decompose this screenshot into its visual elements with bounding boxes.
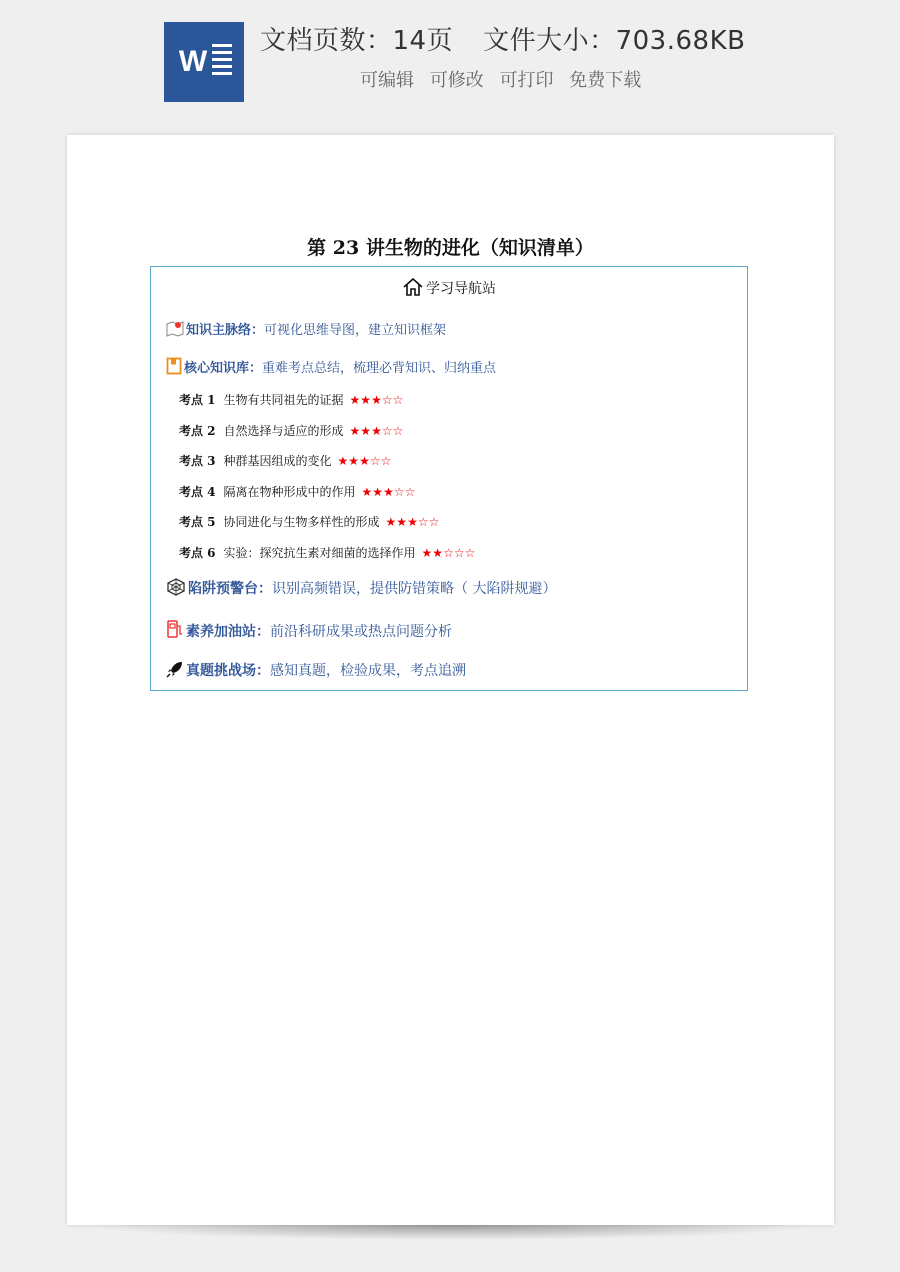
page-count: 文档页数：14页: [260, 26, 454, 56]
section-boost: [166, 619, 452, 641]
home-icon: [402, 277, 424, 297]
section-label: 陷阱预警台：: [188, 581, 272, 597]
nav-title: 学习导航站: [426, 281, 496, 297]
feature-item: 可修改: [429, 70, 484, 91]
key-point-5: 考点 5 协同进化与生物多样性的形成 ★★★☆☆: [179, 515, 440, 529]
section-label: 真题挑战场：: [186, 663, 270, 679]
map-pin-icon: [166, 319, 184, 337]
section-trap: [166, 578, 556, 598]
section-label: 素养加油站：: [186, 624, 270, 640]
difficulty-stars: ★★★☆☆: [349, 393, 404, 407]
section-desc: 前沿科研成果或热点问题分析: [270, 624, 452, 640]
document-page: [67, 135, 834, 1225]
section-label: 知识主脉络：: [186, 323, 265, 338]
section-mindmap: [166, 319, 446, 338]
header: [0, 0, 900, 120]
section-desc: 重难考点总结，梳理必背知识、归纳重点: [262, 361, 497, 376]
word-document-icon: W: [164, 22, 244, 102]
difficulty-stars: ★★☆☆☆: [421, 546, 476, 560]
feature-item: 可打印: [499, 70, 554, 91]
difficulty-stars: ★★★☆☆: [385, 515, 440, 529]
difficulty-stars: ★★★☆☆: [349, 424, 404, 438]
file-info: [260, 20, 775, 57]
book-icon: [166, 357, 182, 375]
difficulty-stars: ★★★☆☆: [337, 454, 392, 468]
section-exam: [166, 660, 466, 680]
section-desc: 感知真题，检验成果，考点追溯: [270, 663, 466, 679]
section-desc: 识别高频错误，提供防错策略（ 大陷阱规避）: [272, 581, 557, 597]
section-desc: 可视化思维导图，建立知识框架: [264, 323, 447, 338]
feature-item: 免费下载: [569, 70, 642, 91]
key-point-4: 考点 4 隔离在物种形成中的作用 ★★★☆☆: [179, 485, 416, 499]
fuel-pump-icon: [166, 619, 184, 639]
key-point-3: 考点 3 种群基因组成的变化 ★★★☆☆: [179, 454, 392, 468]
key-point-1: 考点 1 生物有共同祖先的证据 ★★★☆☆: [179, 393, 404, 407]
navigation-box: [150, 266, 748, 691]
feature-list: [360, 66, 651, 92]
key-point-6: 考点 6 实验：探究抗生素对细菌的选择作用 ★★☆☆☆: [179, 546, 476, 560]
difficulty-stars: ★★★☆☆: [361, 485, 416, 499]
feature-item: 可编辑: [360, 70, 414, 91]
file-size: 文件大小：703.68KB: [483, 26, 746, 56]
section-core: [166, 357, 496, 376]
key-point-2: 考点 2 自然选择与适应的形成 ★★★☆☆: [179, 424, 404, 438]
section-label: 核心知识库：: [184, 361, 263, 376]
spiderweb-icon: [166, 578, 186, 596]
nav-heading: [151, 277, 747, 298]
rocket-icon: [166, 660, 184, 678]
document-title: 第 23 讲生物的进化（知识清单）: [307, 237, 594, 259]
